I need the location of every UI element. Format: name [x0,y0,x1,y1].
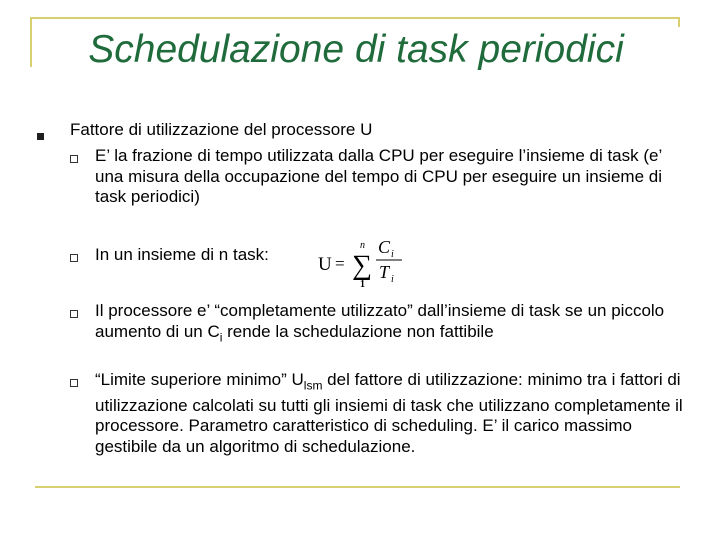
sub-bullet-icon [70,310,78,318]
utilization-formula [318,236,408,290]
sub-bullet-icon [70,379,78,387]
full-utilization-text: Il processore e’ “completamente utilizzato” dall’insieme di task se un piccolo aumento di un C [95,301,665,341]
bullet-square-icon [37,133,44,140]
sub-bullet-icon [70,254,78,262]
formula-denominator: T [379,262,390,282]
formula-lhs: U [318,254,332,275]
least-upper-bound-subscript: lsm [303,378,323,393]
formula-lower-limit: 1 [360,279,365,290]
formula-upper-limit: n [360,240,365,251]
sub-bullet-n-tasks: In un insieme di n task: [95,245,269,264]
bottom-rule [35,486,680,488]
formula-equals: = [335,254,345,273]
full-utilization-text-end: rende la schedulazione non fattibile [222,321,494,341]
formula-numerator: C [378,237,391,257]
slide-title: Schedulazione di task periodici [88,28,624,71]
sub-bullet-full-utilization [95,301,685,347]
least-upper-bound-text-end: del fattore di utilizzazione: minimo tra i fattori di utilizzazione calcolati su tutti gli insiemi di task che utilizzano completamente il processore. Parametro caratteristico di scheduling. E’ il carico massimo gestibile da un algoritmo di schedulazione. [95,370,683,456]
sub-bullet-least-upper-bound [95,370,685,457]
formula-sigma: ∑ [352,250,372,281]
title-frame-right [678,17,680,27]
formula-denominator-sub: i [391,274,394,285]
formula-numerator-sub: i [391,249,394,260]
bullet-utilization-factor: Fattore di utilizzazione del processore U [70,120,373,139]
sub-bullet-icon [70,155,78,163]
title-frame-top [30,17,680,19]
least-upper-bound-text: “Limite superiore minimo” U [95,370,304,389]
sub-bullet-definition: E’ la frazione di tempo utilizzata dalla CPU per eseguire l’insieme di task (e’ una misura della occupazione del tempo di CPU per eseguire un insieme di task periodici) [95,146,662,206]
full-utilization-subscript: i [219,329,223,344]
